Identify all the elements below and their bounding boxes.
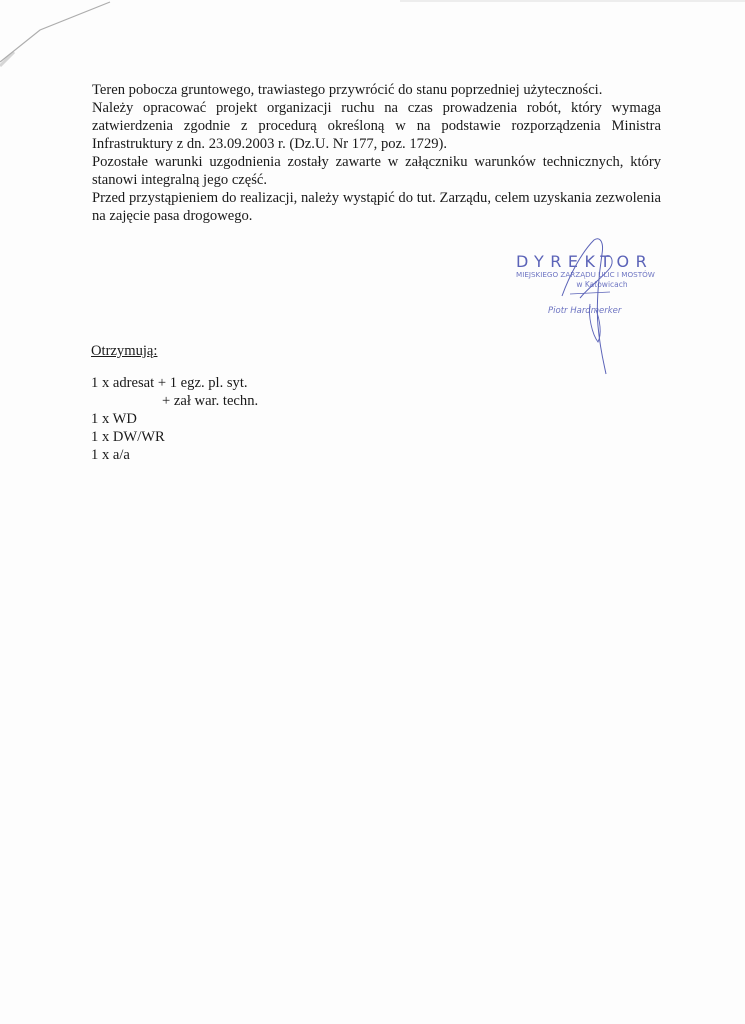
recipient-row: 1 x WD bbox=[91, 411, 137, 427]
stamp-city: w Katowicach bbox=[576, 280, 628, 289]
paragraph-traffic-project: Należy opracować projekt organizacji ruchu na czas prowadzenia robót, który wymaga zatwierdzenia zgodnie z procedurą określoną w na podstawie rozporządzenia Ministra Infrastruktury z dn. 23.09.2003 r. (Dz.U. Nr 177, poz. 1729). bbox=[92, 100, 661, 152]
body-text bbox=[92, 81, 661, 225]
recipient-row: 1 x adresat + 1 egz. pl. syt. bbox=[91, 375, 248, 391]
paragraph-restore-verge: Teren pobocza gruntowego, trawiastego przywrócić do stanu poprzedniej użyteczności. bbox=[92, 82, 603, 98]
recipients-list bbox=[91, 342, 391, 464]
recipient-row: 1 x DW/WR bbox=[91, 429, 165, 445]
stamp-institution: MIEJSKIEGO ZARZĄDU ULIC I MOSTÓW bbox=[516, 270, 655, 279]
stamp-name: Piotr Hardmerker bbox=[548, 306, 622, 316]
scan-edge-shadow bbox=[0, 0, 745, 80]
recipients-heading: Otrzymują: bbox=[91, 343, 158, 359]
director-stamp bbox=[510, 234, 690, 379]
paragraph-other-conditions: Pozostałe warunki uzgodnienia zostały zawarte w załączniku warunków technicznych, który stanowi integralną jego część. bbox=[92, 154, 661, 188]
stamp-title: DYREKTOR bbox=[516, 252, 654, 271]
recipient-row: 1 x a/a bbox=[91, 447, 130, 463]
handwritten-signature bbox=[510, 234, 690, 379]
recipient-row: + zał war. techn. bbox=[162, 393, 259, 409]
paragraph-permit-request: Przed przystąpieniem do realizacji, należy wystąpić do tut. Zarządu, celem uzyskania zezwolenia na zajęcie pasa drogowego. bbox=[92, 190, 661, 224]
